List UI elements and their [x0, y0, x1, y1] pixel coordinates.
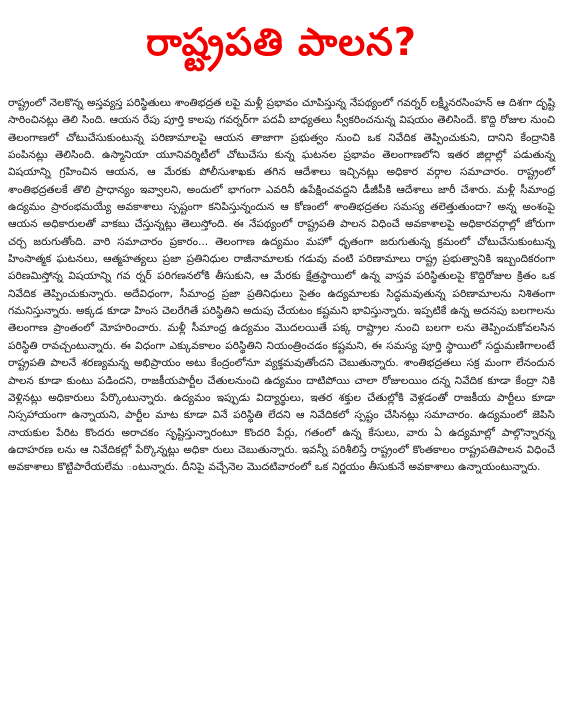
article-headline: రాష్ట్రపతి పాలన? [146, 20, 417, 64]
article-body: రాష్ట్రంలో నెలకొన్న అస్తవ్యస్త పరిస్థితులు శాంతిభద్రత లపై మళ్లీ ప్రభావం చూపిస్తున్న నేపథ్యంలో గవర్నర్ లక్ష్మీనరసింహన్ ఆ దిశగా దృష్టి సారించినట్లు తెలి సింది. ఆయన రేపు పూర్తి కాలపు గవర్నర్‌గా పదవీ బాధ్యతలు స్వీకరించనున్న విషయం తెలిసిందే. కొద్ది రోజుల నుంచి తెలంగాణలో చోటుచేసుకుంటున్న పరిణామాలపై ఆయన తాజాగా ప్రభుత్వం నుంచి ఒక నివేదిక తెప్పించుకుని, దానిని కేంద్రానికి పంపినట్లు తెలిసింది. ఉస్మానియా యూనివర్శిటీలో చోటుచేసు కున్న ఘటనల ప్రభావం తెలంగాణలోని ఇతర జిల్లాల్లో పడుతున్న విషయాన్ని గ్రహించిన ఆయన, ఆ మేరకు పోలీసుశాఖకు తగిన ఆదేశాలు ఇచ్చినట్లు అధికార వర్గాల సమాచారం. రాష్ట్రంలో శాంతిభద్రతలకే తొలి ప్రాధాన్యం ఇవ్వాలని, అందులో భాగంగా ఎవరినీ ఉపేక్షించవద్దని డీజీపీకి ఆదేశాలు జారీ చేశారు. మళ్లీ సీమాంధ్ర ఉద్యమం ప్రారంభమయ్యే అవకాశాలు స్పష్టంగా కనిపిస్తున్నందున ఆ కోణంలో శాంతిభద్రతల సమస్య తలెత్తుతుందా? అన్న అంశంపై ఆయన అధికారులతో వాకబు చేస్తున్నట్లు తెలుస్తోంది. ఈ నేపథ్యంలో రాష్ట్రపతి పాలన విధించే అవకాశాలపై అధికారవర్గాల్లో జోరుగా చర్చ జరుగుతోంది. వారి సమాచారం ప్రకారం... తెలంగాణ ఉద్యమం మహో ధృతంగా జరుగుతున్న క్రమంలో చోటుచేసుకుంటున్న హింసాత్మక ఘటనలు, ఆత్మహత్యలు ప్రజా ప్రతినిధుల రాజీనామాలకు గడువు వంటి పరిణామాలు రాష్ట్ర ప్రభుత్వానికి ఇబ్బందికరంగా పరిణమిస్తోన్న విషయాన్ని గవ ర్నర్ పరిగణనలోకి తీసుకుని, ఆ మేరకు క్షేత్రస్థాయిలో ఉన్న వాస్తవ పరిస్థితులపై కొద్దిరోజుల క్రితం ఒక నివేదిక తెప్పించుకున్నారు. అదేవిధంగా, సీమాంధ్ర ప్రజా ప్రతినిధులు సైతం ఉద్యమాలకు సిద్ధమవుతున్న పరిణామాలను నిశితంగా గమనిస్తున్నారు. అక్కడ కూడా హింస చెలరేగితే పరిస్థితిని అదుపు చేయటం కష్టమని భావిస్తున్నారు. ఇప్పటికే ఉన్న అదనపు బలగాలను తెలంగాణ ప్రాంతంలో మోహరించారు. మళ్లీ సీమాంధ్ర ఉద్యమం మొదలయితే పక్క రాష్ట్రాల నుంచి బలగా లను తెప్పించుకోవలసిన పరిస్థితి రావచ్చంటున్నారు. ఈ విధంగా ఎక్కువకాలం పరిస్థితిని నియంత్రించడం కష్టమని, ఈ సమస్య పూర్తి స్థాయిలో సద్దుమణిగాలంటే రాష్ట్రపతి పాలనే శరణ్యమన్న అభిప్రాయం అటు కేంద్రంలోనూ వ్యక్తమవుతోందని చెబుతున్నారు. శాంతిభద్రతలు సక్ర మంగా లేనందున పాలన కూడా కుంటు పడిందని, రాజకీయపార్టీల చేతులనుంచి ఉద్యమం దాటిపోయి చాలా రోజులయిం దన్న నివేదిక కూడా కేంద్రా నికి వెళ్లినట్లు అధికారులు పేర్కొంటున్నారు. ఉద్యమం ఇప్పుడు విద్యార్థులు, ఇతర శక్తుల చేతుల్లోకి వెళ్లడంతో రాజకీయ పార్టీలు కూడా నిస్సహాయంగా ఉన్నాయని, పార్టీల మాట కూడా వినే పరిస్థితి లేదని ఆ నివేదికలో స్పష్టం చేసినట్లు సమాచారం. ఉద్యమంలో జెపిసి నాయకుల పేరిట కొందరు అరాచకం సృష్టిస్తున్నారంటూ కొందరి పేర్లు, గతంలో ఉన్న కేసులు, వారు ఏ ఉద్యమాల్లో పాల్గొన్నారన్న ఉదాహరణ లను ఆ నివేదికల్లో పేర్కొన్నట్లు అధికా రులు చెబుతున్నారు. ఇవన్నీ పరిశీలిస్తే రాష్ట్రంలో కొంతకాలం రాష్ట్రపతిపాలన విధించే అవకాశాలు కొట్టిపారేయలేమ ంటున్నారు. దీనిపై వచ్చేనెల మొదటివారంలో ఒక నిర్ణయం తీసుకునే అవకాశాలు ఉన్నాయంటున్నారు. [8, 97, 555, 474]
